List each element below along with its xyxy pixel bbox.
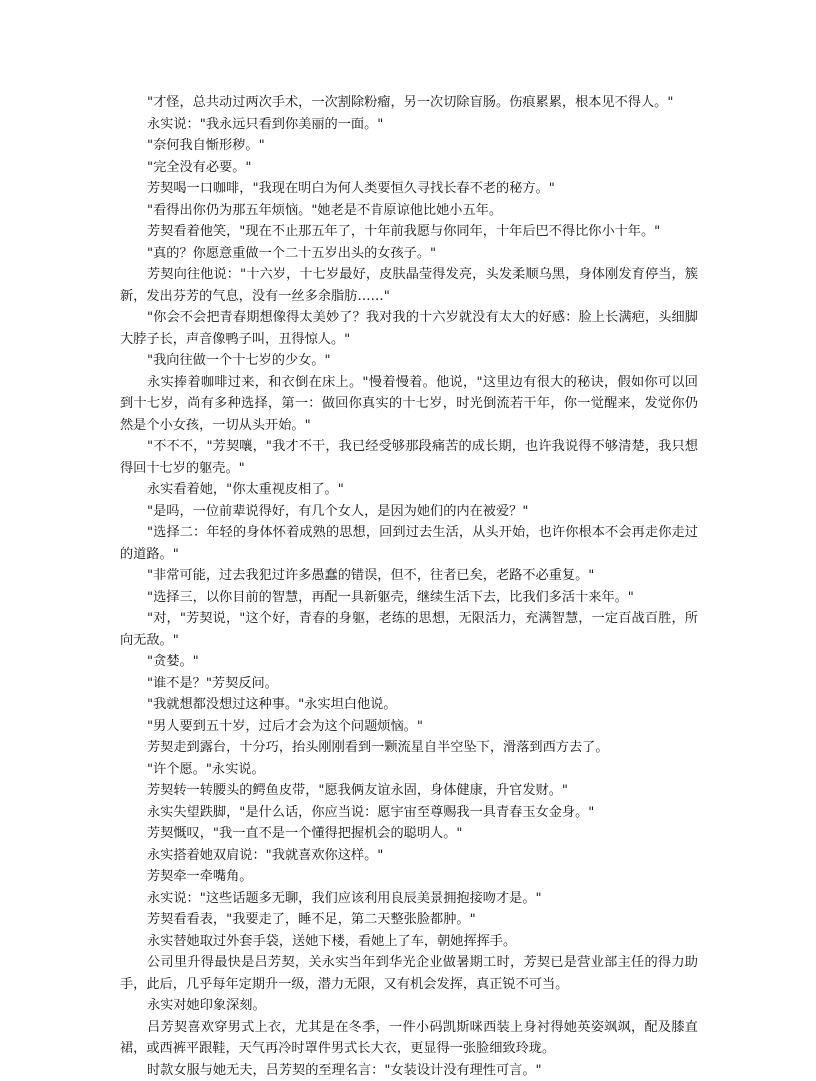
paragraph: 芳契看着他笑，"现在不止那五年了，十年前我愿与你同年，十年后巴不得比你小十年。" bbox=[120, 221, 698, 243]
paragraph: 芳契喝一口咖啡，"我现在明白为何人类要恒久寻找长春不老的秘方。" bbox=[120, 178, 698, 200]
paragraph: 永实对她印象深刻。 bbox=[120, 995, 698, 1017]
paragraph: "我向往做一个十七岁的少女。" bbox=[120, 350, 698, 372]
paragraph: 时款女服与她无夫，吕芳契的至理名言："女装设计没有理性可言。" bbox=[120, 1060, 698, 1081]
paragraph: "对，"芳契说，"这个好，青春的身躯，老练的思想，无限活力，充满智慧，一定百战百胜，所向无敌。" bbox=[120, 608, 698, 651]
paragraph: 芳契向往他说："十六岁，十七岁最好，皮肤晶莹得发亮，头发柔顺乌黑，身体刚发育停当，簇新，发出芬芳的气息，没有一丝多余脂肪……" bbox=[120, 264, 698, 307]
paragraph: "我就想都没想过这种事。"永实坦白他说。 bbox=[120, 694, 698, 716]
paragraph: 永实替她取过外套手袋，送她下楼，看她上了车，朝她挥挥手。 bbox=[120, 931, 698, 953]
paragraph: 芳契走到露台，十分巧，抬头刚刚看到一颗流星自半空坠下，滑落到西方去了。 bbox=[120, 737, 698, 759]
paragraph: "男人要到五十岁，过后才会为这个问题烦恼。" bbox=[120, 716, 698, 738]
paragraph: "你会不会把青春期想像得太美妙了？我对我的十六岁就没有太大的好感：脸上长满疤，头细脚大脖子长，声音像鸭子叫，丑得惊人。" bbox=[120, 307, 698, 350]
paragraph: "看得出你仍为那五年烦恼。"她老是不肯原谅他比她小五年。 bbox=[120, 200, 698, 222]
paragraph: "选择三，以你目前的智慧，再配一具新躯壳，继续生活下去，比我们多活十来年。" bbox=[120, 587, 698, 609]
paragraph: 永实说："我永远只看到你美丽的一面。" bbox=[120, 114, 698, 136]
paragraph: 芳契看看表，"我要走了，睡不足，第二天整张脸都肿。" bbox=[120, 909, 698, 931]
paragraph: 永实捧着咖啡过来，和衣倒在床上。"慢着慢着。他说，"这里边有很大的秘诀，假如你可以回到十七岁，尚有多种选择，第一：做回你真实的十七岁，时光倒流若干年，你一觉醒来，发觉你仍然是个小女孩，一切从头开始。" bbox=[120, 372, 698, 437]
paragraph: 永实失望跌脚，"是什么话，你应当说：愿宇宙至尊赐我一具青春玉女金身。" bbox=[120, 802, 698, 824]
paragraph: "非常可能，过去我犯过许多愚蠢的错误，但不，往者已矣，老路不必重复。" bbox=[120, 565, 698, 587]
paragraph: "选择二：年轻的身体怀着成熟的思想，回到过去生活，从头开始，也许你根本不会再走你走过的道路。" bbox=[120, 522, 698, 565]
paragraph: 芳契转一转腰头的鳄鱼皮带，"愿我俩友谊永固，身体健康，升官发财。" bbox=[120, 780, 698, 802]
paragraph: "才怪，总共动过两次手术，一次割除粉瘤，另一次切除盲肠。伤痕累累，根本见不得人。" bbox=[120, 92, 698, 114]
paragraph: 永实看着她，"你太重视皮相了。" bbox=[120, 479, 698, 501]
paragraph: 永实搭着她双肩说："我就喜欢你这样。" bbox=[120, 845, 698, 867]
paragraph: "真的？你愿意重做一个二十五岁出头的女孩子。" bbox=[120, 243, 698, 265]
paragraph: 芳契慨叹，"我一直不是一个懂得把握机会的聪明人。" bbox=[120, 823, 698, 845]
paragraph: "不不不，"芳契嚷，"我才不干，我已经受够那段痛苦的成长期，也许我说得不够清楚，我只想得回十七岁的躯壳。" bbox=[120, 436, 698, 479]
paragraph: "完全没有必要。" bbox=[120, 157, 698, 179]
paragraph: 芳契牵一牵嘴角。 bbox=[120, 866, 698, 888]
document-page bbox=[120, 92, 698, 1081]
paragraph: "奈何我自惭形秽。" bbox=[120, 135, 698, 157]
paragraph: "是吗，一位前辈说得好，有几个女人，是因为她们的内在被爱？" bbox=[120, 501, 698, 523]
paragraph: "贪婪。" bbox=[120, 651, 698, 673]
paragraph: 吕芳契喜欢穿男式上衣，尤其是在冬季，一件小码凯斯咪西装上身衬得她英姿飒飒，配及膝直裙，或西裤平跟鞋，天气再冷时罩件男式长大衣，更显得一张脸细致玲珑。 bbox=[120, 1017, 698, 1060]
paragraph: "谁不是？"芳契反问。 bbox=[120, 673, 698, 695]
paragraph: 永实说："这些话题多无聊，我们应该利用良辰美景拥抱接吻才是。" bbox=[120, 888, 698, 910]
paragraph: "许个愿。"永实说。 bbox=[120, 759, 698, 781]
paragraph: 公司里升得最快是吕芳契，关永实当年到华光企业做暑期工时，芳契已是营业部主任的得力助手，此后，几乎每年定期升一级，潜力无限，又有机会发挥，真正锐不可当。 bbox=[120, 952, 698, 995]
